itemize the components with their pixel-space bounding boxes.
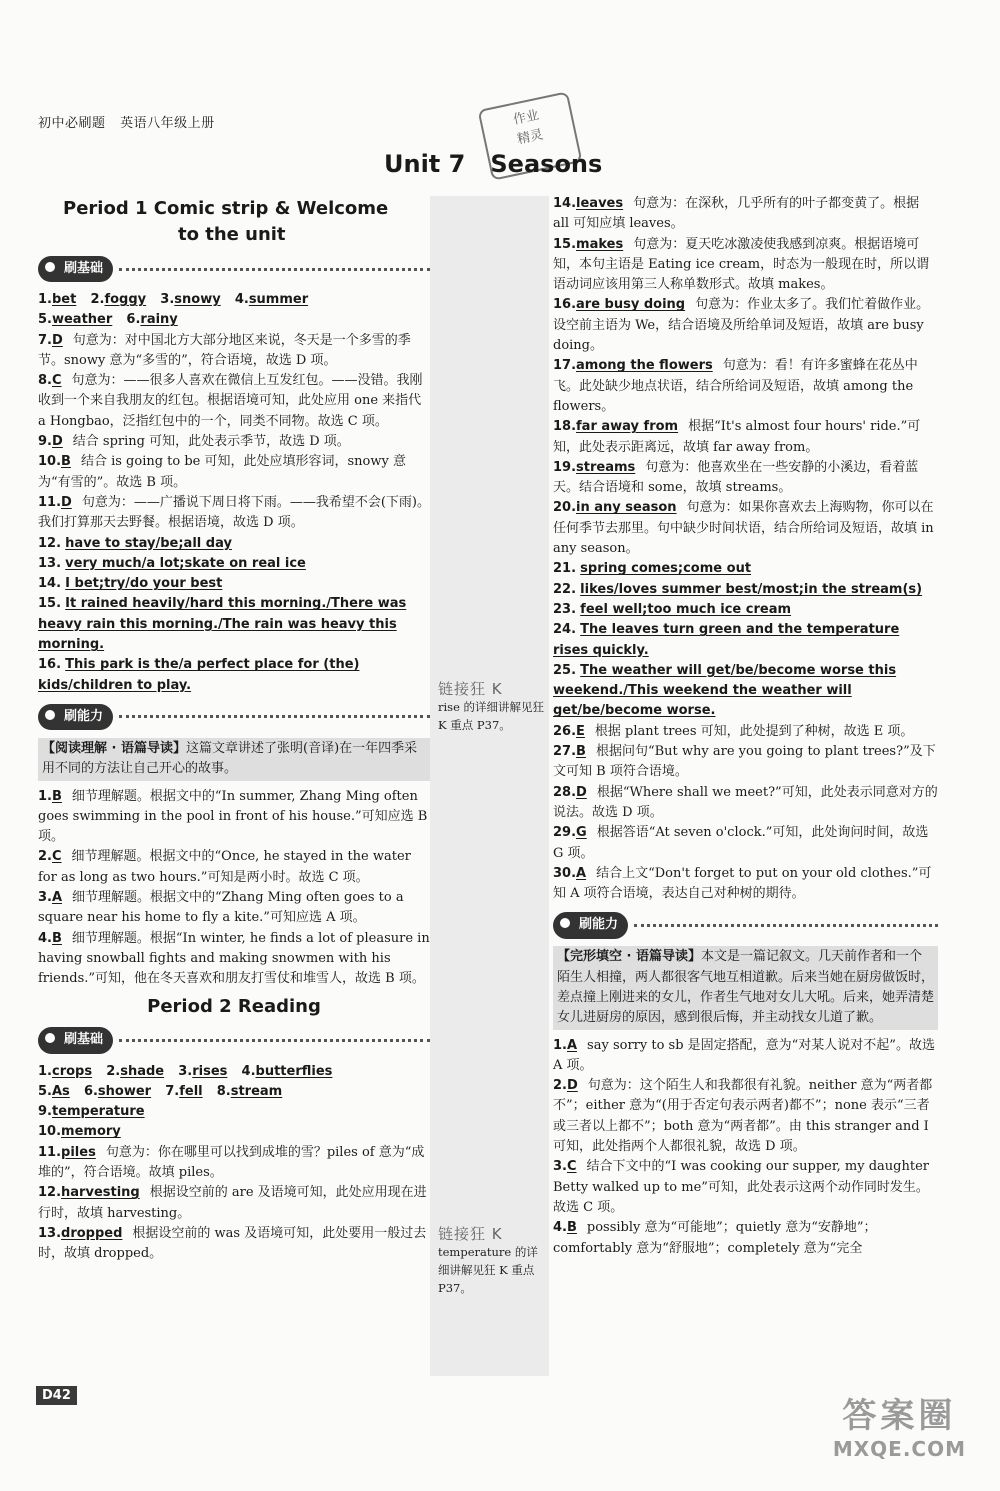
answer-item: 15. It rained heavily/hard this morning./There was heavy rain this morning./The rain was heavy this morning. — [38, 596, 407, 653]
answer-row: 1.bet 2.foggy 3.snowy 4.summer — [38, 292, 309, 307]
answer-item: 16.are busy doing 句意为：作业太多了。我们忙着做作业。设空前主语为 We，结合语境及所给单词及短语，故填 are busy doing。 — [553, 297, 930, 354]
section-badge: 刷基础 — [38, 256, 113, 282]
watermark-text: 答案圈 — [842, 1396, 957, 1436]
answer-item: 30.A 结合上文“Don't forget to put on your old clothes.”可知 A 项符合语境，表达自己对种树的期待。 — [553, 865, 932, 902]
section-badge: 刷能力 — [553, 912, 628, 938]
answer-item: 12.harvesting 根据设空前的 are 及语境可知，此处应用现在进行时，故填 harvesting。 — [38, 1185, 427, 1221]
section-badge: 刷能力 — [38, 704, 113, 730]
reading-guide: 【阅读理解 · 语篇导读】这篇文章讲述了张明(音译)在一年四季采用不同的方法让自己开心的故事。 — [38, 738, 430, 781]
answer-item: 12. have to stay/be;all day — [38, 535, 232, 551]
answer-item: 17.among the flowers 句意为：看！有许多蜜蜂在花丛中飞。此处缺少地点状语，结合所给词及短语，故填 among the flowers。 — [553, 358, 918, 414]
side-note-link — [438, 680, 548, 734]
book-name: 英语八年级上册 — [120, 116, 215, 131]
answer-item: 4.B possibly 意为“可能地”；quietly 意为“安静地”；comfortably 意为“舒服地”；completely 意为“完全 — [553, 1220, 877, 1256]
answer-row: 10.memory — [38, 1124, 121, 1140]
answer-item: 2.C 细节理解题。根据文中的“Once, he stayed in the water for as long as two hours.”可知是两小时。故选 C 项。 — [38, 849, 411, 885]
answer-item: 1.B 细节理解题。根据文中的“In summer, Zhang Ming often goes swimming in the pool in front of his house.”可知应选 B 项。 — [38, 788, 428, 845]
period-title-line: Period 1 Comic strip & Welcome — [63, 198, 389, 219]
answer-item: 13. very much/a lot;skate on real ice — [38, 555, 306, 571]
cloze-guide: 【完形填空 · 语篇导读】本文是一篇记叙文。几天前作者和一个陌生人相撞，两人都很客气地互相道歉。后来当她在厨房做饭时，差点撞上刚进来的女儿，作者生气地对女儿大吼。后来，她弄清楚女儿进厨房的原因，感到很后悔，并主动找女儿道了歉。 — [553, 946, 938, 1029]
answer-item: 3.A 细节理解题。根据文中的“Zhang Ming often goes to a square near his home to fly a kite.”可知应选 A 项。 — [38, 890, 404, 926]
answer-item: 8.C 句意为：——很多人喜欢在微信上互发红包。——没错。我刚收到一个来自我朋友的红包。根据语境可知，此处应用 one 来指代 a Hongbao，泛指红包中的一个，同类不同物。故选 C 项。 — [38, 373, 423, 429]
answer-item: 4.B 细节理解题。根据“In winter, he finds a lot of pleasure in having snowball fights and making snowmen with his friends.”可知，他在冬天喜欢和朋友打雪仗和堆雪人，故选 B 项。 — [38, 930, 430, 987]
answer-item: 11.D 句意为：——广播说下周日将下雨。——我希望不会(下雨)。我们打算那天去野餐。根据语境，故选 D 项。 — [38, 494, 430, 531]
unit-title: Unit 7 Seasons — [384, 150, 603, 178]
answer-item: 24. The leaves turn green and the temperature rises quickly. — [553, 622, 900, 658]
answer-item: 14.leaves 句意为：在深秋，几乎所有的叶子都变黄了。根据 all 可知应填 leaves。 — [553, 196, 920, 232]
answer-item: 3.C 结合下文中的“I was cooking our supper, my daughter Betty walked up to me”可知，此处表示这两个动作同时发生。故选 C 项。 — [553, 1159, 929, 1215]
answer-item: 19.streams 句意为：他喜欢坐在一些安静的小溪边，看着蓝天。结合语境和 some，故填 streams。 — [553, 459, 919, 496]
answer-row: 1.crops 2.shade 3.rises 4.butterflies — [38, 1063, 333, 1079]
answer-item: 7.D 句意为：对中国北方大部分地区来说，冬天是一个多雪的季节。snowy 意为“多雪的”，符合语境，故选 D 项。 — [38, 332, 411, 368]
side-note-text: rise 的详细讲解见狂 K 重点 P37。 — [438, 700, 545, 732]
side-note-link — [438, 1225, 548, 1297]
period-2-title: Period 2 Reading — [147, 995, 321, 1017]
answer-row: 5.weather 6.rainy — [38, 312, 178, 328]
answer-item: 13.dropped 根据设空前的 was 及语境可知，此处要用一般过去时，故填 dropped。 — [38, 1225, 427, 1262]
answer-row: 5.As 6.shower 7.fell 8.stream — [38, 1083, 283, 1099]
section-ability — [38, 702, 430, 732]
stamp-line: 精灵 — [516, 127, 545, 148]
answer-item: 10.B 结合 is going to be 可知，此处应填形容词，snowy 意为“有雪的”。故选 B 项。 — [38, 454, 406, 490]
answer-item: 28.D 根据“Where shall we meet?”可知，此处表示同意对方的说法。故选 D 项。 — [553, 784, 938, 820]
section-badge: 刷基础 — [38, 1027, 113, 1053]
answer-item: 22. likes/loves summer best/most;in the stream(s) — [553, 581, 923, 597]
side-note-band — [430, 196, 549, 1376]
section-ability — [553, 910, 938, 940]
running-header — [38, 112, 225, 131]
answer-item: 20.in any season 句意为：如果你喜欢去上海购物，你可以在任何季节去那里。句中缺少时间状语，结合所给词及短语，故填 in any season。 — [553, 500, 934, 557]
watermark-text: MXQE.COM — [832, 1437, 966, 1461]
answer-item: 27.B 根据问句“But why are you going to plant trees?”及下文可知 B 项符合语境。 — [553, 744, 936, 780]
period-title-line: to the unit — [178, 224, 286, 245]
answer-item: 23. feel well;too much ice cream — [553, 601, 792, 617]
answer-item: 29.G 根据答语“At seven o'clock.”可知，此处询问时间，故选 G 项。 — [553, 825, 929, 861]
right-column — [553, 194, 938, 1259]
left-column — [38, 196, 430, 1264]
side-note-text: temperature 的详细讲解见狂 K 重点 P37。 — [438, 1245, 538, 1295]
answer-item: 14. I bet;try/do your best — [38, 576, 223, 592]
answer-item: 21. spring comes;come out — [553, 561, 752, 577]
answer-item: 16. This park is the/a perfect place for (the) kids/children to play. — [38, 657, 360, 693]
answer-row: 9.temperature — [38, 1104, 145, 1120]
answer-item: 11.piles 句意为：你在哪里可以找到成堆的雪？piles of 意为“成堆的”，符合语境。故填 piles。 — [38, 1144, 425, 1180]
stamp-line: 作业 — [511, 107, 541, 128]
page-number: D42 — [36, 1386, 77, 1405]
side-note-title: 链接狂 K — [438, 1225, 503, 1243]
answer-item: 18.far away from 根据“It's almost four hours' ride.”可知，此处表示距离远，故填 far away from。 — [553, 419, 921, 455]
answer-item: 9.D 结合 spring 可知，此处表示季节，故选 D 项。 — [38, 434, 350, 450]
period-1-title — [63, 196, 430, 248]
series-name: 初中必刷题 — [38, 116, 106, 131]
answer-item: 15.makes 句意为：夏天吃冰激凌使我感到凉爽。根据语境可知，本句主语是 Eating ice cream，时态为一般现在时，所以谓语动词应该用第三人称单数形式。故填 makes。 — [553, 236, 930, 293]
answer-item: 25. The weather will get/be/become worse this weekend./This weekend the weather will get/be/become worse. — [553, 662, 897, 719]
section-basic — [38, 1026, 430, 1056]
answer-item: 2.D 句意为：这个陌生人和我都很有礼貌。neither 意为“两者都不”；either 意为“(用于否定句表示两者)都不”；none 表示“三者或三者以上都不”；both 意为“两者都”。由 this stranger and I 可知，此处指两个人都很礼貌，故选 D 项。 — [553, 1078, 933, 1155]
side-note-title: 链接狂 K — [438, 680, 503, 698]
watermark-logo — [833, 1388, 966, 1461]
answer-item: 1.A say sorry to sb 是固定搭配，意为“对某人说对不起”。故选 A 项。 — [553, 1037, 935, 1073]
section-basic — [38, 254, 430, 284]
answer-item: 26.E 根据 plant trees 可知，此处提到了种树，故选 E 项。 — [553, 723, 914, 739]
